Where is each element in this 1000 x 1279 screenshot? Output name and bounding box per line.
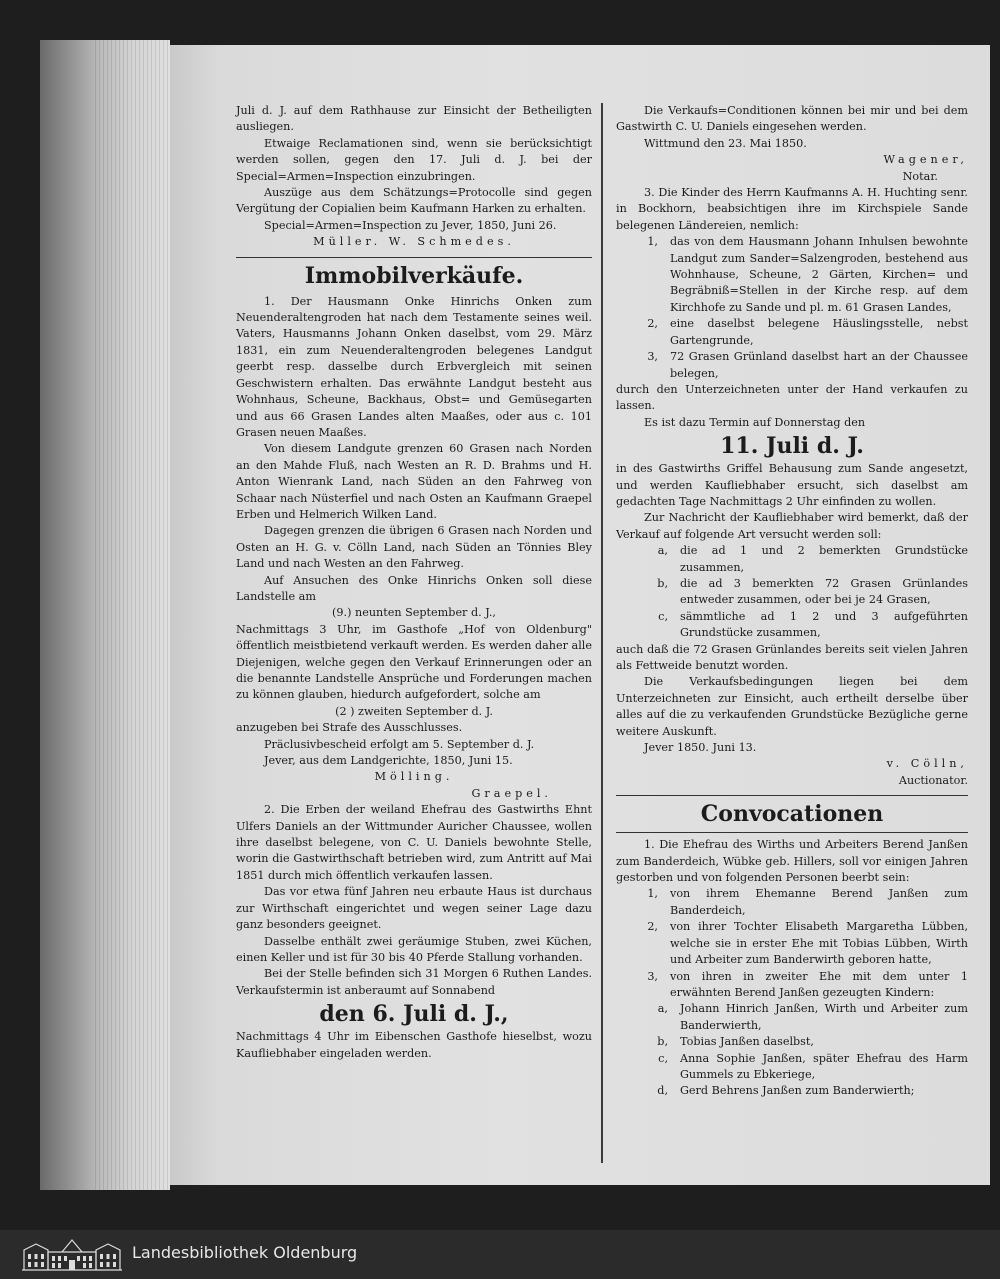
signature-line: Müller. W. Schmedes. — [313, 235, 515, 249]
list-item: b, Tobias Janßen daselbst, — [657, 1035, 814, 1049]
text-paragraph: Nachmittags 3 Uhr, im Gasthofe „Hof von Oldenburg" öffentlich meistbietend verkauft werden. Es werden daher alle Diejenigen, welche gegen den Verkauf Erinnerungen oder an die benannte Landstelle Ansprüche und Forderungen machen zu können glauben, hiedurch aufgefordert, solche am — [236, 622, 592, 702]
left-column — [236, 103, 592, 1062]
text-paragraph: anzugeben bei Strafe des Ausschlusses. — [236, 721, 463, 735]
text-paragraph: Präclusivbescheid erfolgt am 5. September d. J. — [264, 737, 535, 751]
list-item: c, Anna Sophie Janßen, später Ehefrau des Harm Gummels zu Ebkeriege, — [658, 1051, 968, 1081]
section-rule — [616, 832, 968, 833]
library-name: Landesbibliothek Oldenburg — [132, 1243, 358, 1262]
date-line: (2 ) zweiten September d. J. — [335, 704, 493, 718]
section-heading-convocationen: Convocationen — [700, 801, 884, 828]
place-date-line: Jever 1850. Juni 13. — [644, 741, 757, 755]
newspaper-page — [170, 45, 990, 1185]
list-item: 2, eine daselbst belegene Häuslingsstelle, nebst Gartengrunde, — [647, 317, 968, 347]
text-paragraph: Juli d. J. auf dem Rathhause zur Einsicht der Betheiligten ausliegen. — [236, 104, 592, 134]
text-paragraph: Nachmittags 4 Uhr im Eibenschen Gasthofe hieselbst, wozu Kaufliebhaber eingeladen werden. — [236, 1030, 592, 1060]
text-paragraph: 1. Die Ehefrau des Wirths und Arbeiters Berend Janßen zum Banderdeich, Wübke geb. Hillers, soll vor einigen Jahren gestorben und von folgenden Personen beerbt sein: — [616, 838, 968, 885]
list-item: d, Gerd Behrens Janßen zum Banderwierth; — [657, 1084, 915, 1098]
list-item: c, sämmtliche ad 1 2 und 3 aufgeführten Grundstücke zusammen, — [658, 609, 968, 640]
place-date-line: Special=Armen=Inspection zu Jever, 1850, Juni 26. — [264, 218, 557, 232]
text-paragraph: 3. Die Kinder des Herrn Kaufmanns A. H. Huchting senr. in Bockhorn, beabsichtigen ihre im Kirchspiele Sande belegenen Ländereien, nemlich: — [616, 186, 968, 232]
text-paragraph: Es ist dazu Termin auf Donnerstag den — [644, 415, 866, 429]
list-item: a, Johann Hinrich Janßen, Wirth und Arbeiter zum Banderwierth, — [657, 1002, 968, 1032]
list-item: 2, von ihrer Tochter Elisabeth Margaretha Lübben, welche sie in erster Ehe mit Tobias Lübben, Wirth und Arbeiter zum Banderwirth geboren hatte, — [647, 920, 968, 967]
library-building-icon — [22, 1236, 122, 1272]
column-divider — [601, 103, 603, 1163]
text-paragraph: 1. Der Hausmann Onke Hinrichs Onken zum Neuenderaltengroden hat nach dem Testamente seines weil. Vaters, Hausmanns Johann Onken daselbst, vom 29. März 1831, ein zum Neuenderaltengroden belegenes Landgut geerbt resp. dasselbe durch Erbvergleich mit seinen Geschwistern erhalten. Das erwähnte Landgut besteht aus Wohnhaus, Scheune, Backhaus, Obst= und Gemüsegarten und aus 66 Grasen Landes alten Maaßes, oder aus c. 101 Grasen neuen Maaßes. — [236, 294, 592, 439]
text-paragraph: Die Verkaufs=Conditionen können bei mir und bei dem Gastwirth C. U. Daniels eingesehen werden. — [616, 104, 968, 134]
text-paragraph: Dasselbe enthält zwei geräumige Stuben, zwei Küchen, einen Keller und ist für 30 bis 40 Pferde Stallung vorhanden. — [236, 934, 592, 964]
signature-line: Mölling. — [374, 770, 454, 784]
text-paragraph: Auf Ansuchen des Onke Hinrichs Onken soll diese Landstelle am — [236, 573, 592, 603]
text-paragraph: Etwaige Reclamationen sind, wenn sie berücksichtigt werden sollen, gegen den 17. Juli d. J. bei der Special=Armen=Inspection einzubringen. — [236, 136, 592, 183]
section-rule — [236, 257, 592, 258]
footer-bar — [0, 1230, 1000, 1279]
text-paragraph: durch den Unterzeichneten unter der Hand verkaufen zu lassen. — [616, 382, 968, 413]
right-column — [616, 103, 968, 1100]
signature-line: Graepel. — [471, 786, 552, 800]
text-paragraph: Dagegen grenzen die übrigen 6 Grasen nach Norden und Osten an H. G. v. Cölln Land, nach Süden an Tönnies Bley Land und nach Westen an den Fahrweg. — [236, 524, 592, 571]
date-line: (9.) neunten September d. J., — [332, 606, 496, 620]
text-paragraph: 2. Die Erben der weiland Ehefrau des Gastwirths Ehnt Ulfers Daniels an der Wittmunder Auricher Chaussee, wollen ihre daselbst belegene, von C. U. Daniels bewohnte Stelle, worin die Gastwirthschaft betrieben wird, zum Antritt auf Mai 1851 durch mich öffentlich verkaufen lassen. — [236, 803, 592, 882]
text-paragraph: auch daß die 72 Grasen Grünlandes bereits seit vielen Jahren als Fettweide benutzt worden. — [616, 642, 968, 672]
list-item: 1, von ihrem Ehemanne Berend Janßen zum Banderdeich, — [647, 887, 968, 917]
text-paragraph: Auszüge aus dem Schätzungs=Protocolle sind gegen Vergütung der Copialien beim Kaufmann Harken zu erhalten. — [236, 186, 592, 216]
list-item: b, die ad 3 bemerkten 72 Grasen Grünlandes entweder zusammen, oder bei je 24 Grasen, — [657, 576, 968, 607]
place-date-line: Wittmund den 23. Mai 1850. — [644, 136, 807, 150]
highlighted-date: den 6. Juli d. J., — [319, 1001, 509, 1028]
text-paragraph: in des Gastwirths Griffel Behausung zum Sande angesetzt, und werden Kaufliebhaber ersucht, sich daselbst am gedachten Tage Nachmittags 2 Uhr einfinden zu wollen. — [616, 462, 968, 508]
book-page-edges — [40, 40, 170, 1190]
text-paragraph: Bei der Stelle befinden sich 31 Morgen 6 Ruthen Landes. Verkaufstermin ist anberaumt auf Sonnabend — [236, 967, 592, 997]
text-paragraph: Zur Nachricht der Kaufliebhaber wird bemerkt, daß der Verkauf auf folgende Art versucht werden soll: — [616, 511, 968, 541]
signature-title: Auctionator. — [898, 773, 968, 787]
place-date-line: Jever, aus dem Landgerichte, 1850, Juni 15. — [264, 754, 513, 768]
list-item: 3, von ihren in zweiter Ehe mit dem unter 1 erwähnten Berend Janßen gezeugten Kindern: — [647, 969, 968, 999]
text-paragraph: Von diesem Landgute grenzen 60 Grasen nach Norden an den Mahde Fluß, nach Westen an R. D. Brahms und H. Anton Wienrank Land, nach Süden an den Fahrweg von Schaar nach Nüsterfiel und nach Osten an Kaufmann Graepel Erben und Helmerich Wilken Land. — [236, 442, 592, 521]
text-paragraph: Die Verkaufsbedingungen liegen bei dem Unterzeichneten zur Einsicht, auch ertheilt derselbe über alles auf die zu verkaufenden Grundstücke Bezügliche gerne weitere Auskunft. — [616, 675, 968, 738]
section-rule — [616, 795, 968, 796]
list-item: 1, das von dem Hausmann Johann Inhulsen bewohnte Landgut zum Sander=Salzengroden, bestehend aus Wohnhause, Scheune, 2 Gärten, Kirchen= und Begräbniß=Stellen in der Kirche resp. auf dem Kirchhofe zu Sande und pl. m. 61 Grasen Landes, — [647, 235, 968, 314]
section-heading-immobilverkaeufe: Immobilverkäufe. — [304, 262, 524, 289]
signature-title: Notar. — [902, 169, 938, 183]
highlighted-date: 11. Juli d. J. — [720, 433, 864, 460]
list-item: a, die ad 1 und 2 bemerkten Grundstücke zusammen, — [657, 544, 968, 574]
signature-line: v. Cölln, — [886, 757, 968, 771]
signature-line: Wagener, — [883, 153, 968, 167]
text-paragraph: Das vor etwa fünf Jahren neu erbaute Haus ist durchaus zur Wirthschaft eingerichtet und wegen seiner Lage dazu ganz besonders geeignet. — [236, 885, 592, 932]
list-item: 3, 72 Grasen Grünland daselbst hart an der Chaussee belegen, — [647, 350, 968, 380]
